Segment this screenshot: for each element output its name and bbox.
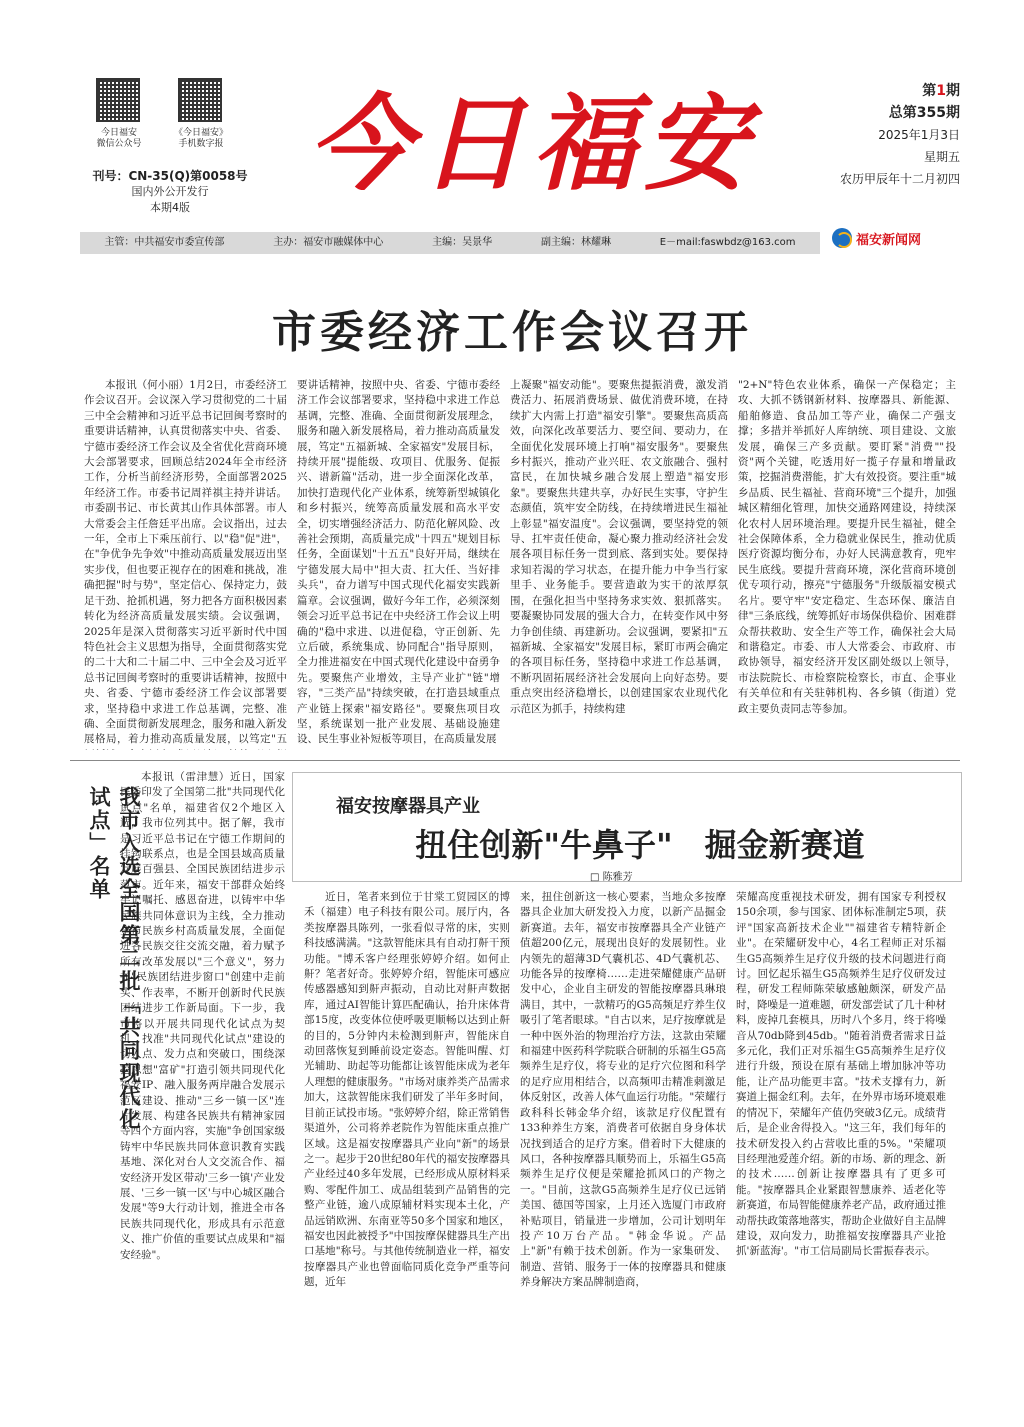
issue: 第1期 — [922, 83, 960, 99]
lead-headline: 市委经济工作会议召开 — [272, 307, 752, 358]
lead-column-2 — [297, 378, 500, 750]
feature-byline: □ 陈雅芳 — [590, 872, 633, 883]
feature-column-2 — [520, 890, 726, 1340]
divider — [70, 760, 960, 761]
lead-column-4 — [738, 378, 956, 750]
side-text: 本报讯（雷津慧）近日，国家民委印发了全国第二批"共同现代化试点"名单，福建省仅2个地区入选，我市位列其中。据了解，我市是习近平总书记在宁德工作期间的挂钩联系点，也是全国县域高质量发展百强县、全国民族团结进步示范市。近年来，福安干部群众始终牢记嘱托、感恩奋进，以铸牢中华民族共同体意识为主线，全力推动全市民族乡村高质量发展，全面促进各民族交往交流交融，着力赋予所有改革发展以"三个意义"，努力在"民族团结进步窗口"创建中走前头、作表率，不断开创新时代民族团结进步工作新局面。下一步，我市将以开展共同现代化试点为契机，找准"共同现代化试点"建设的切入点、发力点和突破口，围绕深挖思想"富矿"打造引领共同现代化福安IP、融入服务两岸融合发展示范区建设、推动"三乡一镇一区"连片发展、构建各民族共有精神家园等四个方面内容，实施"争创国家级铸牢中华民族共同体意识教育实践基地、深化对台人文交流合作、福安经济开发区带动'三乡一镇'产业发展、'三乡一镇一区'与中心城区融合发展"等9大行动计划，推进全市各民族共同现代化，形成具有示范意义、推广价值的重要试点成果和"福安经验"。 — [120, 771, 285, 1261]
distribution: 国内外公开发行 — [131, 185, 209, 198]
qr-wechat[interactable] — [86, 78, 152, 150]
issue-date: 2025年1月3日 — [878, 128, 960, 142]
feature-text: 荣耀高度重视技术研发，拥有国家专利授权150余项，参与国家、团体标准制定5项，获评"国家高新技术企业""福建省专精特新企业"。在荣耀研发中心，4名工程师正对乐福生G5高频养生足疗仪升级的技术问题进行商讨。回忆起乐福生G5高频养生足疗仪研发过程，研发工程师陈荣敏感触颇深，研发产品时，降噪是一道难题，研发部尝试了几十种材料，废掉几套模具，历时八个多月，终于将噪音从70db降到45db。"随着消费者需求日益多元化，我们正对乐福生G5高频养生足疗仪进行升级，预设在原有基础上增加脉冲等功能，让产品功能更丰富。"技术支撑有力，新赛道上掘金红利。去年，在外界市场环境艰难的情况下，荣耀年产值仍突破3亿元。成绩背后，是企业舍得投入。"这三年，我们每年的技术研发投入约占营收比重的5%。"荣耀项目经理池爱莲介绍。新的市场、新的理念、新的技术……创新让按摩器具有了更多可能。"按摩器具企业紧跟智慧康养、适老化等新赛道，布局智能健康养老产品，政府通过推动帮扶政策落地落实，帮助企业做好自主品牌建设，双向发力，助推福安按摩器具产业抢抓'新蓝海'。"市工信局副局长雷振春表示。 — [736, 891, 946, 1258]
masthead: 今日福安 — [307, 82, 756, 205]
feature-text: 来，扭住创新这一核心要素，当地众多按摩器具企业加大研发投入力度，以新产品掘金新赛道。去年，福安市按摩器具全产业链产值超200亿元，展现出良好的发展韧性。业内领先的超薄3D气囊机芯、4D气囊机芯、功能各异的按摩椅……走进荣耀健康产品研发中心，企业自主研发的智能按摩器具琳琅满目，其中，一款精巧的G5高频足疗养生仪吸引了笔者眼球。"自古以来，足疗按摩就是一种中医外治的物理治疗方法，这款由荣耀和福建中医药科学院联合研制的乐福生G5高频养生足疗仪，将专业的足疗穴位图和科学的足疗应用相结合，以高频叩击精准刺激足体反射区，改善人体气血运行功能。"荣耀行政科科长韩金华介绍，该款足疗仪配置有133种养生方案，消费者可依据自身身体状况找到适合的足疗方案。借着时下大健康的风口，各种按摩器具顺势而上，乐福生G5高频养生足疗仪便是荣耀抢抓风口的产物之一。"目前，这款G5高频养生足疗仪已远销美国、德国等国家，上月还入选厦门市政府补贴项目，销量进一步增加，公司计划明年投产10万台产品。"韩金华说。产品上"新"有赖于技术创新。作为一家集研发、制造、营销、服务于一体的按摩器具和健康养身解决方案品牌制造商， — [520, 891, 726, 1289]
lunar-date: 农历甲辰年十二月初四 — [839, 172, 960, 186]
email[interactable]: E－mail:faswbdz@163.com — [659, 237, 796, 248]
host: 主办：福安市融媒体中心 — [273, 237, 384, 248]
qr-digital-caption: 《今日福安》 手机数字报 — [173, 128, 228, 149]
globe-icon — [832, 228, 852, 248]
logo-text: 福安新闻网 — [856, 232, 922, 248]
feature-kicker: 福安按摩器具产业 — [336, 796, 480, 817]
issue-info — [810, 80, 960, 190]
side-headline: 我市入选全国第二批「共同现代化试点」名单 — [87, 786, 141, 1131]
qr-digital[interactable] — [168, 78, 234, 150]
qr-code-icon — [178, 78, 222, 122]
kanhao: 刊号：CN-35(Q)第0058号 — [92, 169, 248, 183]
weekday: 星期五 — [923, 150, 960, 164]
feature-text: 近日，笔者来到位于甘棠工贸园区的博禾（福建）电子科技有限公司。展厅内，各类按摩器具陈列，一张看似寻常的床，实则科技感满满。"这款智能床具有自动打鼾干预功能。"博禾客户经理张婷婷介绍。如何止鼾？笔者好奇。张婷婷介绍，智能床可感应传感器感知到鼾声振动，自动比对鼾声数据库，通过AI智能计算匹配确认，抬升床体背部15度，改变体位使呼吸更顺畅以达到止鼾的目的，5分钟内未检测到鼾声，智能床自动回落恢复到睡前设定姿态。智能叫醒、灯光辅助、助起等功能都让该智能床成为老年人理想的健康服务。"市场对康养类产品需求加大，这款智能床我们研发了半年多时间，目前正试投市场。"张婷婷介绍，除正常销售渠道外，公司将养老院作为智能床重点推广区域。这是福安按摩器具产业向"新"的场景之一。起步于20世纪80年代的福安按摩器具产业经过40多年发展，已经形成从原材料采购、零配件加工、成品组装到产品销售的完整产业链，逾八成原辅材料实现本土化，产品远销欧洲、东南亚等50多个国家和地区，福安也因此被授予"中国按摩保健器具生产出口基地"称号。与其他传统制造业一样，福安按摩器具产业也曾面临同质化竞争严重等问题，近年 — [304, 891, 510, 1289]
info-bar — [80, 232, 820, 254]
side-body — [120, 770, 285, 1335]
lead-text: "2+N"特色农业体系，确保一产保稳定；主攻、大抓不锈钢新材料、按摩器具、新能源、船舶修造、食品加工等产业，确保二产强支撑；多措并举抓好人库纳统、项目建设、文旅发展，确保三产多贡献。要盯紧"消费""投资"两个关键，吃透用好一揽子存量和增量政策，挖掘消费潜能，扩大有效投资。要注重"城乡品质、民生福祉、营商环境"三个提升，加强城区精细化管理，加快交通路网建设，持续深化农村人居环境治理。要提升民生福祉，健全社会保障体系，全力稳就业保民生，推动优质医疗资源均衡分布，办好人民满意教育，兜牢民生底线。要提升营商环境，深化营商环境创优专项行动，擦亮"宁德服务"升级版福安模式名片。要守牢"安定稳定、生态环保、廉洁自律"三条底线，统筹抓好市场保供稳价、困难群众帮扶救助、安全生产等工作，确保社会大局和谐稳定。市委、市人大常委会、市政府、市政协领导，福安经济开发区副处级以上领导，市法院院长、市检察院检察长，市直、企事业有关单位和有关驻韩机构、各乡镇（街道）党政主要负责同志等参加。 — [738, 379, 956, 715]
total-issue: 总第355期 — [888, 105, 960, 121]
lead-text: 要讲话精神，按照中央、省委、宁德市委经济工作会议部署要求，坚持稳中求进工作总基调，完整、准确、全面贯彻新发展理念，服务和融入新发展格局，着力推动高质量发展，笃定"五福新城、全家福安"发展目标，持续开展"提能级、攻项目、优服务、促振兴、谱新篇"活动，进一步全面深化改革，加快打造现代化产业体系，统筹新型城镇化和乡村振兴，统筹高质量发展和高水平安全，切实增强经济活力、防范化解风险、改善社会预期，高质量完成"十四五"规划目标任务，全面谋划"十五五"良好开局，继续在宁德发展大局中"担大责、扛大任、当好排头兵"，奋力谱写中国式现代化福安实践新篇章。会议强调，做好今年工作，必须深刻领会习近平总书记在中央经济工作会议上明确的"稳中求进、以进促稳，守正创新、先立后破，系统集成、协同配合"指导原则，全力推进福安在中国式现代化建设中奋勇争先。要聚焦产业增效，主导产业扩"链"增容，"三类产品"持续突破，在打造县域重点产业链上探索"福安路径"。要聚焦项目攻坚，系统谋划一批产业发展、基础设施建设、民生事业补短板等项目，在高质量发展 — [297, 379, 500, 746]
lead-column-1 — [84, 378, 287, 750]
feature-headline: 扭住创新"牛鼻子" 掘金新赛道 — [415, 826, 865, 864]
editor: 主编：吴景华 — [432, 237, 493, 248]
page-count: 本期4版 — [150, 201, 190, 214]
qr-code-icon — [96, 78, 140, 122]
issue-number: 1 — [936, 83, 946, 99]
publication-info — [84, 168, 256, 216]
feature-column-1 — [304, 890, 510, 1340]
feature-column-3 — [736, 890, 946, 1340]
lead-text: 上凝聚"福安动能"。要聚焦提振消费，激发消费活力、拓展消费场景、做优消费环境，在持续扩大内需上打造"福安引擎"。要聚焦高质高效，向深化改革要活力、要空间、要动力，在全面优化发展环境上打响"福安服务"。要聚焦乡村振兴，推动产业兴旺、农文旅融合、强村富民，在加快城乡融合发展上塑造"福安形象"。要聚焦共建共享，办好民生实事，守护生态颜值，筑牢安全防线，在持续增进民生福祉上彰显"福安温度"。会议强调，要坚持党的领导、扛牢责任使命，凝心聚力推动经济社会发展各项目标任务一贯到底、落到实处。要保持求知若渴的学习状态，在提升能力中争当行家里手、业务能手。要营造敢为实干的浓厚氛围，在强化担当中坚持务求实效、狠抓落实。要凝聚协同发展的强大合力，在转变作风中努力争创佳绩、再建新功。会议强调，要紧扣"五福新城、全家福安"发展目标，紧盯市两会确定的各项目标任务，坚持稳中求进工作总基调，不断巩固拓展经济社会发展向上向好态势。要重点突出经济稳增长，以创建国家农业现代化示范区为抓手，持续构建 — [510, 379, 728, 715]
news-logo[interactable] — [832, 228, 921, 248]
lead-text: 本报讯（何小丽）1月2日，市委经济工作会议召开。会议深入学习贯彻党的二十届三中全会精神和习近平总书记回闽考察时的重要讲话精神，认真贯彻落实中央、省委、宁德市委经济工作会议及全省优化营商环境大会部署要求，回顾总结2024年全市经济工作，分析当前经济形势，全面部署2025年经济工作。市委书记周祥祺主持并讲话。市委副书记、市长黄其山作具体部署。市人大常委会主任詹廷平出席。会议指出，过去一年，全市上下乘压前行、以"稳"促"进"，在"争优争先争效"中推动高质量发展迈出坚实步伐，但也要正视存在的困难和挑战，准确把握"时与势"，坚定信心、保持定力，鼓足干劲、抢抓机遇，努力把各方面积极因素转化为经济高质量发展实绩。会议强调，2025年是深入贯彻落实习近平新时代中国特色社会主义思想为指导，全面贯彻落实党的二十大和二十届二中、三中全会及习近平总书记回闽考察时的重要讲话精神，按照中央、省委、宁德市委经济工作会议部署要求，坚持稳中求进工作总基调，完整、准确、全面贯彻新发展理念，服务和融入新发展格局，着力推动高质量发展，以笃定"五 — [84, 379, 287, 746]
qr-wechat-caption: 今日福安 微信公众号 — [96, 128, 142, 149]
sponsor: 主管：中共福安市委宣传部 — [104, 237, 225, 248]
lead-column-3 — [510, 378, 728, 750]
deputy-editor: 副主编：林耀琳 — [540, 237, 611, 248]
